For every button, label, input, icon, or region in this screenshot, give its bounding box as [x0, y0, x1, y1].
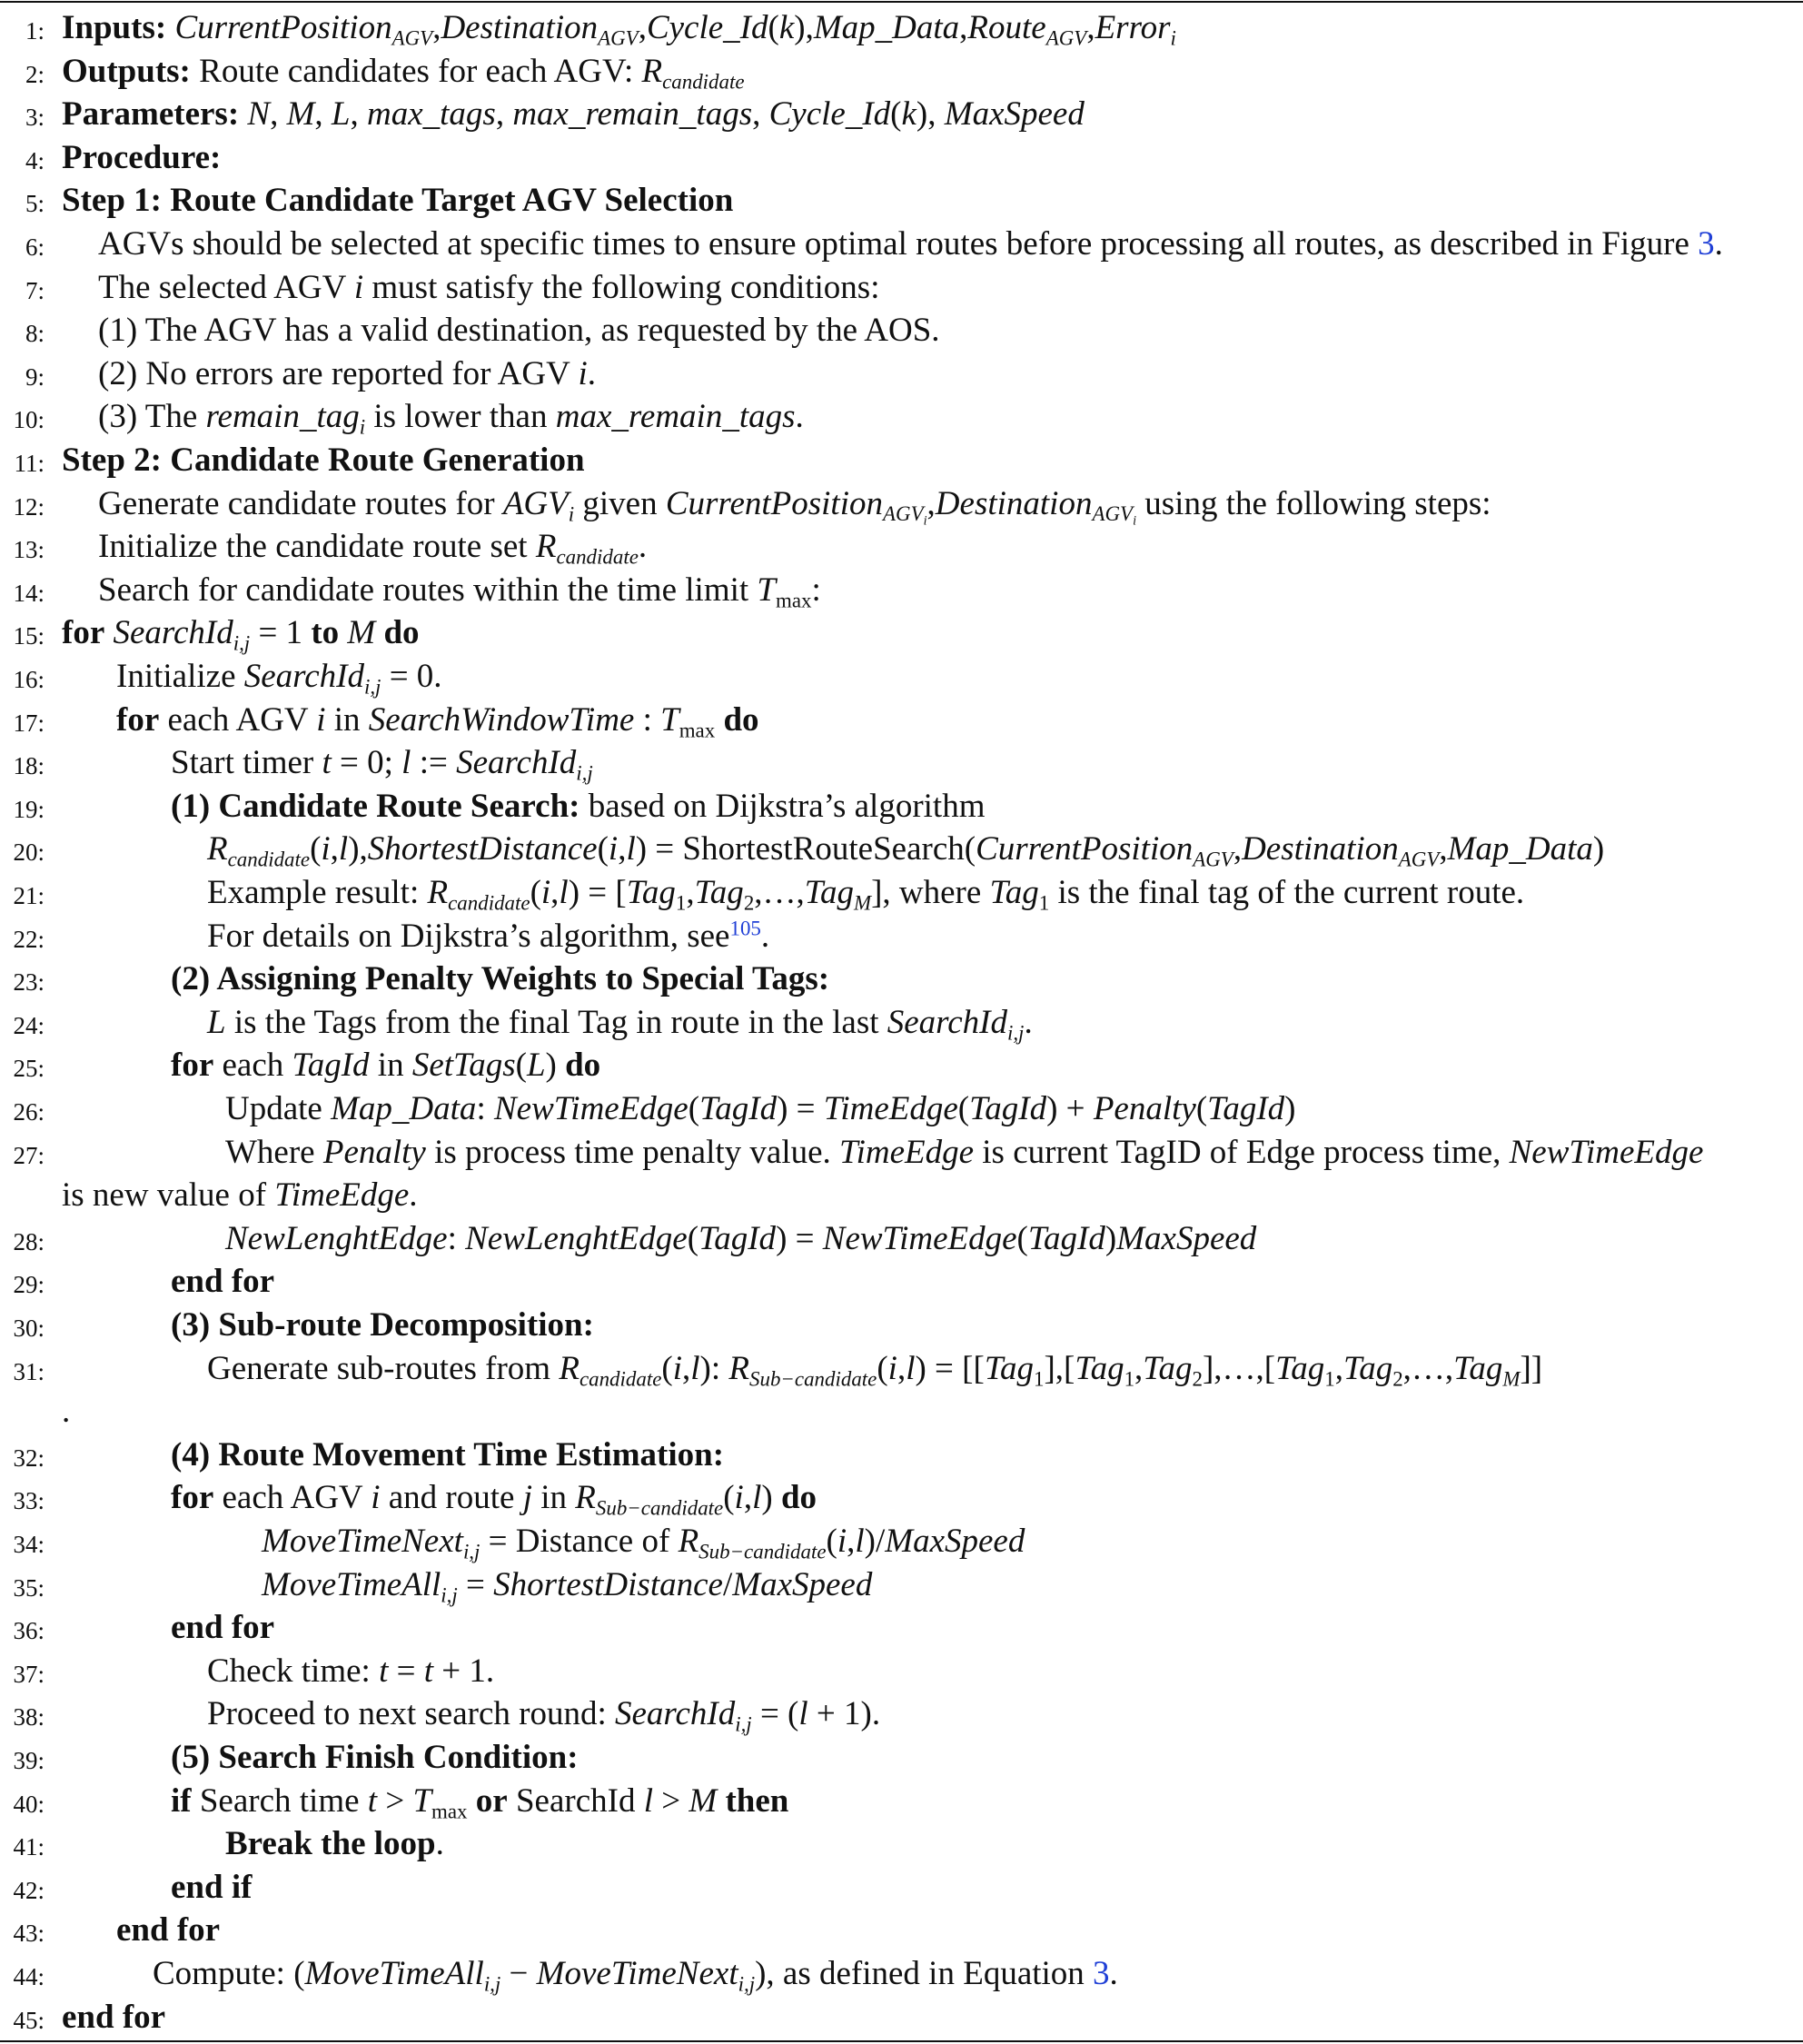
algorithm-line: [0, 226, 1803, 269]
algorithm-line: [0, 356, 1803, 399]
algorithm-line: [0, 1956, 1803, 1999]
line-text: (1) The AGV has a valid destination, as requested by the AOS.: [98, 312, 940, 350]
line-text: end if: [171, 1868, 253, 1906]
algorithm-line: [0, 1091, 1803, 1134]
line-number: 40:: [13, 1790, 45, 1818]
line-text: MoveTimeNext$_{i,j}$ = Distance of $R_{Sub-candidate}(i,l)$/MaxSpeed: [262, 1523, 1025, 1563]
algorithm-line: [0, 1351, 1803, 1394]
line-text: Step 1: Route Candidate Target AGV Selection: [62, 182, 734, 220]
algorithm-line: [0, 1783, 1803, 1826]
line-number: 45:: [13, 2006, 45, 2034]
line-number: 36:: [13, 1617, 45, 1645]
algorithm-line: [0, 659, 1803, 701]
line-text: (2) No errors are reported for AGV i.: [98, 354, 596, 392]
line-text: end for: [116, 1911, 221, 1950]
algorithm-line: [0, 1912, 1803, 1955]
algorithm-line: [0, 789, 1803, 831]
line-number: 27:: [13, 1141, 45, 1169]
line-text: Outputs: Route candidates for each AGV: $R_{candidate}$: [62, 52, 745, 93]
algorithm-line: [0, 1264, 1803, 1306]
line-number: 18:: [13, 752, 45, 780]
line-number: 2:: [25, 60, 45, 88]
line-number: 31:: [13, 1357, 45, 1385]
algorithm-line: [0, 96, 1803, 139]
line-continuation: [0, 1177, 1803, 1220]
algorithm-line: [0, 1480, 1803, 1523]
line-text: Generate sub-routes from $R_{candidate}(i,l)$: $R_{Sub-candidate}(i,l)$ = [[Tag$_1$],[Tag$_1$,Tag$_2$],…,[Tag$_1$,Tag$_2$,…,Tag$_M$]]: [207, 1349, 1543, 1390]
line-number: 13:: [13, 536, 45, 564]
line-text: for each AGV i in SearchWindowTime : $T_{max}$ do: [116, 700, 759, 741]
line-number: 8:: [25, 320, 45, 348]
algorithm-line: [0, 615, 1803, 658]
line-text: MoveTimeAll$_{i,j}$ = ShortestDistance/MaxSpeed: [262, 1565, 873, 1606]
line-number: 10:: [13, 406, 45, 434]
line-text: Initialize the candidate route set $R_{candidate}$.: [98, 528, 648, 569]
line-text: (4) Route Movement Time Estimation:: [171, 1435, 725, 1473]
line-text: for each AGV i and route j in $R_{Sub-candidate}(i,l)$ do: [171, 1479, 817, 1520]
line-text: Inputs: CurrentPosition$_{AGV}$,Destination$_{AGV}$,Cycle_Id(k),Map_Data,Route$_{AGV}$,Error$_i$: [62, 9, 1176, 50]
algorithm-line: [0, 1221, 1803, 1264]
line-text: $R_{candidate}(i,l),ShortestDistance(i,l)$ = ShortestRouteSearch(CurrentPosition$_{AGV}$,Destination$_{AGV}$,Map_Data): [207, 830, 1605, 871]
line-number: 29:: [13, 1271, 45, 1299]
line-text: AGVs should be selected at specific times to ensure optimal routes before processing all routes, as described in Figure 3.: [98, 225, 1723, 263]
line-text: Procedure:: [62, 138, 222, 176]
line-number: 1:: [25, 17, 45, 45]
algorithm-line: [0, 399, 1803, 442]
line-number: 16:: [13, 666, 45, 693]
line-text: end for: [171, 1263, 275, 1301]
algorithm-line: [0, 486, 1803, 529]
algorithm-line: [0, 572, 1803, 615]
algorithm-line: [0, 140, 1803, 183]
line-text: for SearchId$_{i,j}$ = 1 to M do: [62, 614, 420, 655]
line-text: (3) The remain_tag$_i$ is lower than max_remain_tags.: [98, 398, 804, 439]
line-text: Check time: t = t + 1.: [207, 1652, 495, 1690]
algorithm-line: [0, 442, 1803, 485]
line-text: NewLenghtEdge: NewLenghtEdge(TagId) = NewTimeEdge(TagId)MaxSpeed: [225, 1219, 1257, 1257]
algorithm-line: [0, 529, 1803, 571]
algorithm-line: [0, 1740, 1803, 1782]
line-number: 25:: [13, 1055, 45, 1083]
algorithm-line: [0, 1047, 1803, 1090]
algorithm-line: [0, 875, 1803, 918]
line-number: 33:: [13, 1487, 45, 1515]
line-text: (1) Candidate Route Search: based on Dijkstra’s algorithm: [171, 787, 986, 825]
line-text: L is the Tags from the final Tag in route in the last SearchId$_{i,j}$.: [207, 1003, 1033, 1045]
line-continuation-text: .: [62, 1393, 71, 1431]
line-number: 43:: [13, 1920, 45, 1948]
line-text: end for: [171, 1609, 275, 1647]
line-continuation: [0, 1394, 1803, 1436]
algorithm-line: [0, 745, 1803, 788]
line-number: 23:: [13, 968, 45, 997]
line-text: Break the loop.: [225, 1825, 444, 1863]
line-number: 9:: [25, 362, 45, 391]
algorithm-line: [0, 1610, 1803, 1652]
line-number: 24:: [13, 1011, 45, 1039]
line-text: (2) Assigning Penalty Weights to Special Tags:: [171, 960, 830, 998]
line-text: Initialize SearchId$_{i,j}$ = 0.: [116, 658, 442, 699]
line-number: 28:: [13, 1227, 45, 1255]
top-rule: [0, 1, 1803, 3]
line-text: Start timer t = 0; l := SearchId$_{i,j}$: [171, 744, 593, 785]
algorithm-line: [0, 1653, 1803, 1696]
line-number: 20:: [13, 838, 45, 867]
line-text: (3) Sub-route Decomposition:: [171, 1306, 594, 1344]
bottom-rule: [0, 2040, 1803, 2042]
algorithm-line: [0, 961, 1803, 1004]
line-number: 6:: [25, 233, 45, 261]
line-number: 30:: [13, 1315, 45, 1342]
line-number: 12:: [13, 492, 45, 521]
line-continuation-text: is new value of TimeEdge.: [62, 1176, 418, 1215]
line-text: Where Penalty is process time penalty value. TimeEdge is current TagID of Edge process time, NewTimeEdge: [225, 1133, 1704, 1171]
line-text: (5) Search Finish Condition:: [171, 1739, 579, 1776]
line-text: Update Map_Data: NewTimeEdge(TagId) = TimeEdge(TagId) + Penalty(TagId): [225, 1090, 1296, 1127]
line-number: 21:: [13, 882, 45, 909]
line-text: Parameters: N, M, L, max_tags, max_remain_tags, Cycle_Id(k), MaxSpeed: [62, 95, 1085, 134]
line-number: 7:: [25, 276, 45, 304]
line-text: Search for candidate routes within the time limit $T_{max}$:: [98, 571, 821, 612]
line-number: 11:: [14, 450, 45, 477]
line-number: 34:: [13, 1531, 45, 1558]
algorithm-line: [0, 10, 1803, 53]
line-number: 14:: [13, 579, 45, 607]
algorithm-line: [0, 270, 1803, 313]
line-number: 17:: [13, 709, 45, 737]
line-number: 26:: [13, 1098, 45, 1126]
line-number: 41:: [13, 1833, 45, 1861]
line-number: 5:: [25, 190, 45, 218]
algorithm-line: [0, 1999, 1803, 2042]
line-text: for each TagId in SetTags(L) do: [171, 1047, 601, 1085]
algorithm-line: [0, 54, 1803, 96]
algorithm-line: [0, 702, 1803, 745]
algorithm-line: [0, 1696, 1803, 1739]
line-text: Proceed to next search round: SearchId$_{i,j}$ = (l + 1).: [207, 1695, 881, 1736]
line-text: if Search time $t > T_{max}$ or SearchId l > M then: [171, 1781, 789, 1822]
algorithm-line: [0, 1307, 1803, 1350]
line-number: 42:: [13, 1876, 45, 1904]
algorithm-line: [0, 1437, 1803, 1480]
line-number: 44:: [13, 1963, 45, 1990]
line-text: Step 2: Candidate Route Generation: [62, 442, 585, 479]
algorithm-line: [0, 1567, 1803, 1610]
algorithm-line: [0, 313, 1803, 355]
algorithm-line: [0, 1523, 1803, 1566]
algorithm-line: [0, 183, 1803, 225]
line-number: 15:: [13, 622, 45, 650]
algorithm-line: [0, 918, 1803, 961]
line-text: Generate candidate routes for $AGV_i$ given CurrentPosition$_{AGV_i}$,Destination$_{AGV_i}$ using the following steps:: [98, 484, 1491, 529]
line-text: end for: [62, 1998, 166, 2036]
line-number: 19:: [13, 795, 45, 823]
algorithm-line: [0, 1135, 1803, 1177]
line-text: For details on Dijkstra’s algorithm, see$^{105}$.: [207, 916, 770, 955]
algorithm-line: [0, 831, 1803, 874]
line-text: The selected AGV i must satisfy the following conditions:: [98, 268, 880, 306]
line-text: Compute: (MoveTimeAll$_{i,j}$ − MoveTimeNext$_{i,j}$), as defined in Equation 3.: [153, 1955, 1118, 1996]
line-number: 4:: [25, 146, 45, 174]
algorithm-line: [0, 1870, 1803, 1912]
line-number: 35:: [13, 1573, 45, 1602]
line-number: 38:: [13, 1703, 45, 1731]
line-number: 3:: [25, 104, 45, 132]
line-number: 39:: [13, 1747, 45, 1774]
algorithm-line: [0, 1826, 1803, 1869]
line-number: 22:: [13, 925, 45, 953]
algorithm-line: [0, 1005, 1803, 1047]
line-number: 32:: [13, 1444, 45, 1472]
line-text: Example result: $R_{candidate}(i,l)$ = [Tag$_1$,Tag$_2$,…,Tag$_M$], where Tag$_1$ is the final tag of the current route.: [207, 874, 1525, 915]
line-number: 37:: [13, 1660, 45, 1688]
